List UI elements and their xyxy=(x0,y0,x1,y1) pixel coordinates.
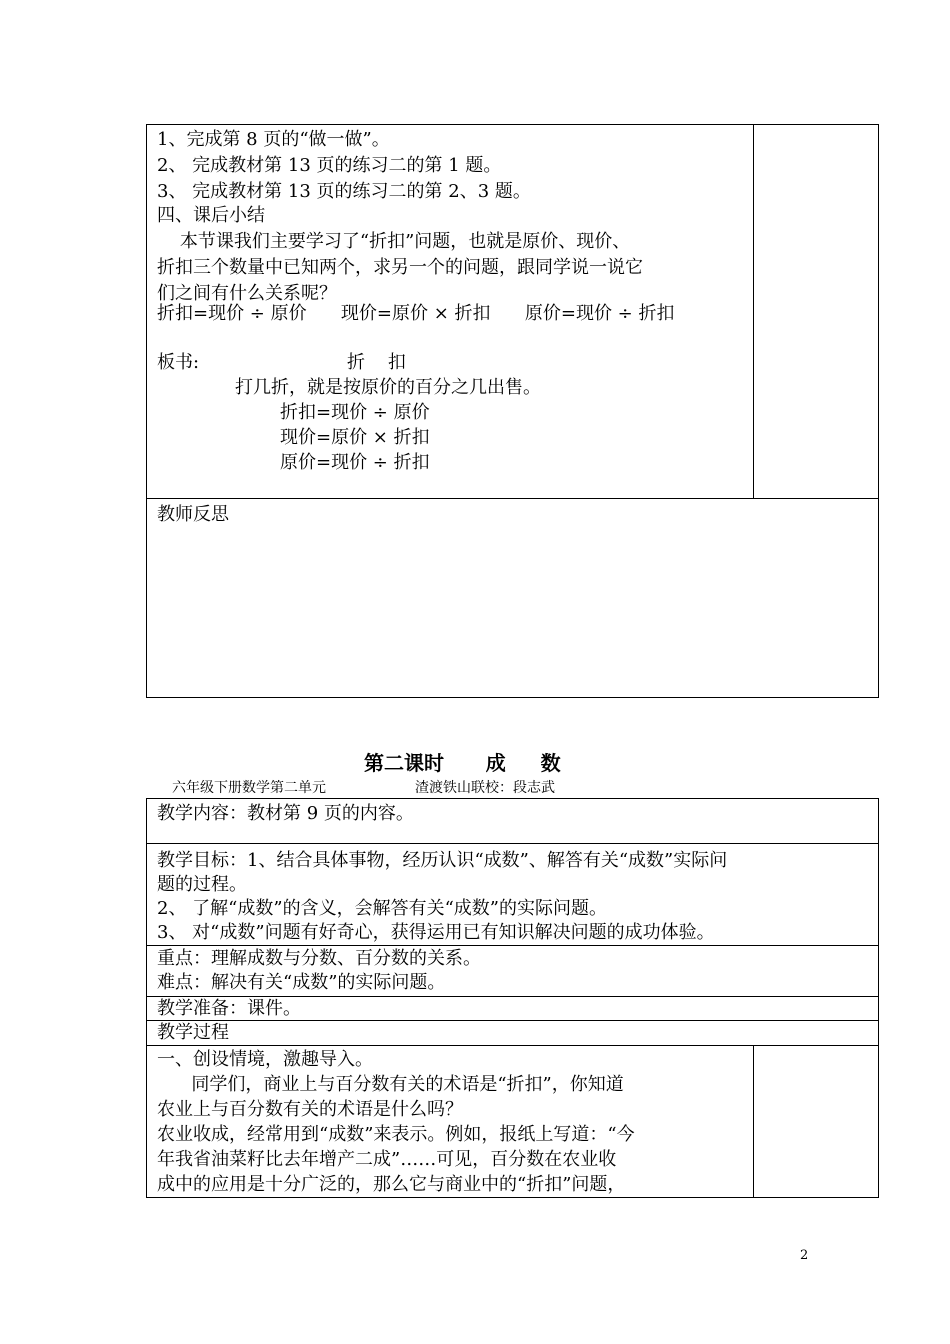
row-line xyxy=(146,1045,879,1046)
process-line: 年我省油菜籽比去年增产二成”……可见，百分数在农业收 xyxy=(157,1149,617,1170)
goal-line: 教学目标：1、结合具体事物，经历认识“成数”、解答有关“成数”实际问 xyxy=(157,850,728,871)
reflection-label: 教师反思 xyxy=(157,504,229,525)
goal-line: 3、 对“成数”问题有好奇心，获得运用已有知识解决问题的成功体验。 xyxy=(157,922,715,943)
page-number: 2 xyxy=(800,1248,809,1263)
text-line: 四、课后小结 xyxy=(157,205,265,226)
key-point: 重点：理解成数与分数、百分数的关系。 xyxy=(157,948,481,969)
goal-line: 2、 了解“成数”的含义，会解答有关“成数”的实际问题。 xyxy=(157,898,607,919)
process-divider xyxy=(753,1045,754,1198)
upper-table-divider xyxy=(753,124,754,499)
text-line: 本节课我们主要学习了“折扣”问题，也就是原价、现价、 xyxy=(157,231,631,252)
process-line: 一、创设情境，激趣导入。 xyxy=(157,1049,373,1070)
upper-table-row-line xyxy=(146,498,879,499)
board-line: 折扣=现价 ÷ 原价 xyxy=(280,402,430,423)
process-line: 农业收成，经常用到“成数”来表示。例如，报纸上写道：“今 xyxy=(157,1124,635,1145)
board-label: 板书: xyxy=(157,352,200,373)
process-line: 成中的应用是十分广泛的，那么它与商业中的“折扣”问题， xyxy=(157,1174,626,1195)
text-line: 3、 完成教材第 13 页的练习二的第 2、3 题。 xyxy=(157,181,531,202)
process-line: 农业上与百分数有关的术语是什么吗？ xyxy=(157,1099,463,1120)
difficulty: 难点：解决有关“成数”的实际问题。 xyxy=(157,972,446,993)
board-line: 原价=现价 ÷ 折扣 xyxy=(280,452,430,473)
process-label: 教学过程 xyxy=(157,1022,229,1043)
text-line: 折扣三个数量中已知两个，求另一个的问题，跟同学说一说它 xyxy=(157,257,643,278)
row-line xyxy=(146,843,879,844)
board-title: 折 扣 xyxy=(347,352,406,373)
process-line: 同学们，商业上与百分数有关的术语是“折扣”，你知道 xyxy=(157,1074,624,1095)
lesson-title: 第二课时 成 数 xyxy=(364,751,561,775)
board-line: 打几折，就是按原价的百分之几出售。 xyxy=(235,377,541,398)
text-line: 1、完成第 8 页的“做一做”。 xyxy=(157,129,390,150)
formula-line: 折扣=现价 ÷ 原价 现价=原价 × 折扣 原价=现价 ÷ 折扣 xyxy=(157,303,675,324)
teaching-content: 教学内容：教材第 9 页的内容。 xyxy=(157,803,414,824)
teaching-prep: 教学准备：课件。 xyxy=(157,998,301,1019)
goal-line: 题的过程。 xyxy=(157,874,247,895)
lesson-subtitle: 六年级下册数学第二单元 渣渡铁山联校：段志武 xyxy=(172,780,556,796)
text-line: 2、 完成教材第 13 页的练习二的第 1 题。 xyxy=(157,155,502,176)
board-line: 现价=原价 × 折扣 xyxy=(280,427,430,448)
text-line: 们之间有什么关系呢？ xyxy=(157,283,337,304)
